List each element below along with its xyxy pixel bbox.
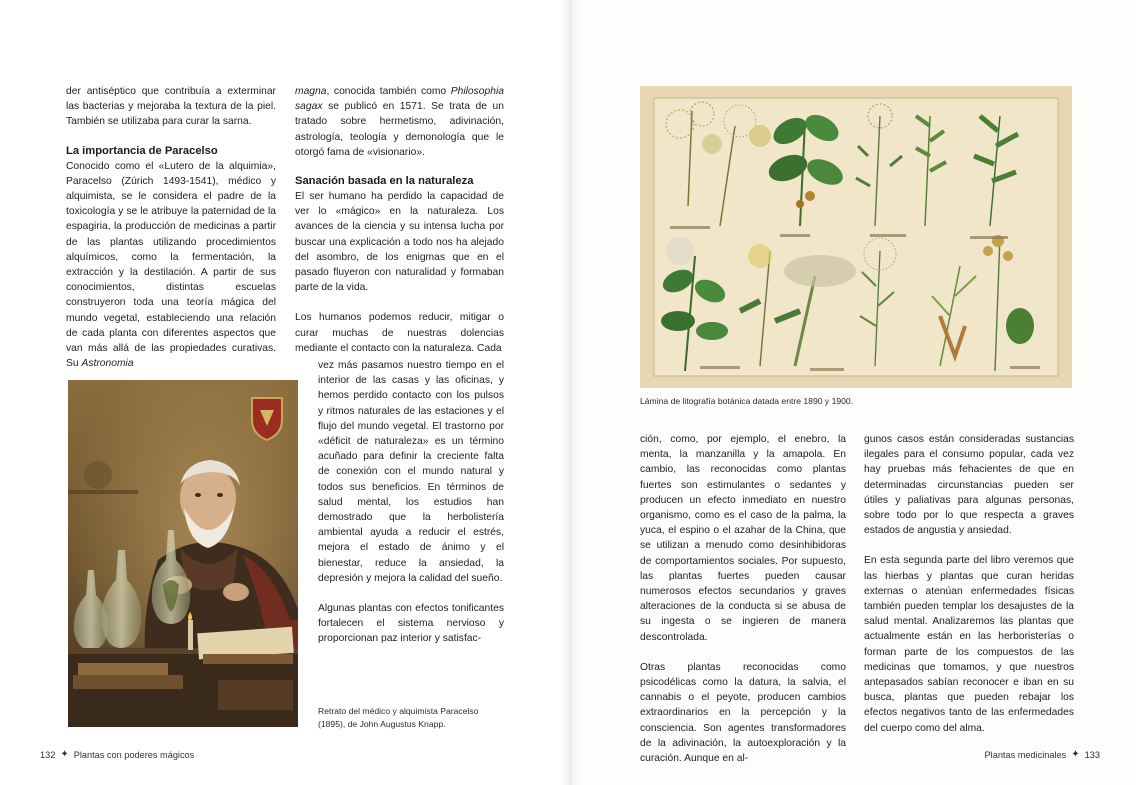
paragraph: Los humanos podemos reducir, mitigar o curar muchas de nuestras dolencias mediante el contacto con la naturaleza. Cada (295, 312, 504, 354)
page-number: 132 (40, 749, 56, 760)
paracelso-portrait (68, 380, 298, 727)
left-column-2-continued (318, 358, 504, 647)
paragraph-text: Conocido como el «Lutero de la alquimia», Paracelso (Zúrich 1493-1541), médico y alquimista, se le considera el padre de la toxicología y se le atribuye la paternidad de la espagiria, la producción de medicinas a partir de las plantas utilizando procedimientos alquímicos, como la fermentación, la extracción y la destilación. A partir de sus conocimientos, distintas escuelas construyeron toda una teoría mágica del mundo vegetal, estableciendo una relación de cada planta con diferentes aspectos que van más allá de las propiedades curativas. Su (66, 160, 276, 370)
star-ornament-icon: ✦ (1071, 749, 1080, 760)
paragraph: En esta segunda parte del libro veremos que las hierbas y plantas que curan heridas externas o atenúan enfermedades físicas también pueden templar los desajustes de la salud mental. Analizaremos las plantas que actualmente están en las herboristerías o forman parte de los compuestos de las medicinas que tomamos, y que nuestros antepasados sabían reconocer e iban en su busca, plantas que pueden rebajar los efectos negativos tanto de las enfermedades del cuerpo como del alma. (864, 555, 1074, 734)
right-column-1 (640, 432, 846, 766)
section-heading: Sanación basada en la naturaleza (295, 175, 474, 188)
book-title-italic: Astronomia (81, 358, 134, 370)
paragraph: gunos casos están consideradas sustancias ilegales para el consumo popular, cada vez hay pruebas más fehacientes de que en determinadas circunstancias pueden ser útiles y paliativas para algunas personas, sobre todo por lo que respecta a graves estados de angustia y ansiedad. (864, 434, 1074, 537)
left-folio (40, 749, 194, 760)
book-gutter (560, 0, 582, 785)
right-folio (985, 749, 1100, 760)
coat-of-arms-icon (252, 398, 282, 440)
book-title-italic: magna (295, 86, 327, 97)
botanical-plate (640, 86, 1072, 388)
left-column-2 (295, 84, 504, 356)
paragraph-text: se publicó en 1571. Se trata de un tratado sobre hermetismo, adivinación, astrología, teología y demonología que le otorgó fama de «visionario». (295, 101, 504, 158)
paragraph: der antiséptico que contribuía a exterminar las bacterias y mejoraba la textura de la piel. También se utilizaba para curar la sarna. (66, 86, 276, 128)
paragraph: ción, como, por ejemplo, el enebro, la menta, la manzanilla y la amapola. En cambio, las reconocidas como plantas fuertes son estimulantes o sedantes y producen un efecto inmediato en nuestro organismo, como es el caso de la palma, la yuca, el espino o el azahar de la China, que se utilizan a menudo como desinhibidoras de comportamientos sociales. Por supuesto, las plantas fuertes pueden causar numerosos efectos secundarios y graves alteraciones de la conducta si se abusa de su ingesta o se ingieren de manera descontrolada. (640, 434, 846, 643)
plate-caption: Lámina de litografía botánica datada entre 1890 y 1900. (640, 396, 854, 406)
portrait-painting (68, 380, 298, 727)
page-number: 133 (1084, 749, 1100, 760)
paragraph: El ser humano ha perdido la capacidad de ver lo «mágico» en la naturaleza. Los avances de la ciencia y su intensa lucha por buscar una explicación a todo nos ha alejado del asombro, de los enigmas que en el pasado fluyeron con naturalidad y formaban parte de la vida. (295, 191, 504, 294)
running-title: Plantas con poderes mágicos (73, 749, 195, 760)
paragraph: vez más pasamos nuestro tiempo en el interior de las casas y las oficinas, y hemos perdido contacto con los pulsos y ritmos naturales de las estaciones y el flujo del mundo vegetal. El trastorno por «déficit de naturaleza» es un término acuñado para definir la creciente falta de conexión con el mundo natural y todos sus beneficios. En términos de salud mental, los estudios han demostrado que la herbolistería ambiental ayuda a reducir el estrés, mejora el estado de ánimo y el bienestar, reduce la ansiedad, la depresión y mejora la calidad del sueño. (318, 360, 504, 584)
book-title-italic: Philosophia sagax (295, 86, 504, 113)
star-ornament-icon: ✦ (60, 749, 69, 760)
botanical-lithograph (640, 86, 1072, 388)
paragraph: Algunas plantas con efectos tonificantes fortalecen el sistema nervioso y proporcionan paz interior y satisfac- (318, 603, 504, 645)
running-title: Plantas medicinales (984, 749, 1067, 760)
paragraph (66, 159, 276, 372)
left-column-1 (66, 84, 276, 371)
right-column-2 (864, 432, 1074, 736)
paragraph: Otras plantas reconocidas como psicodélicas como la datura, la salvia, el cannabis o el peyote, producen cambios extraordinarios en la percepción y la consciencia. Son agentes transformadores de la adivinación, la autoexploración y la curación. Aunque en al- (640, 661, 846, 765)
paragraph-text: , conocida también como (326, 86, 451, 97)
section-heading: La importancia de Paracelso (66, 144, 218, 157)
portrait-caption: Retrato del médico y alquimista Paracelso (1895), de John Augustus Knapp. (318, 706, 479, 729)
paragraph (295, 84, 504, 160)
